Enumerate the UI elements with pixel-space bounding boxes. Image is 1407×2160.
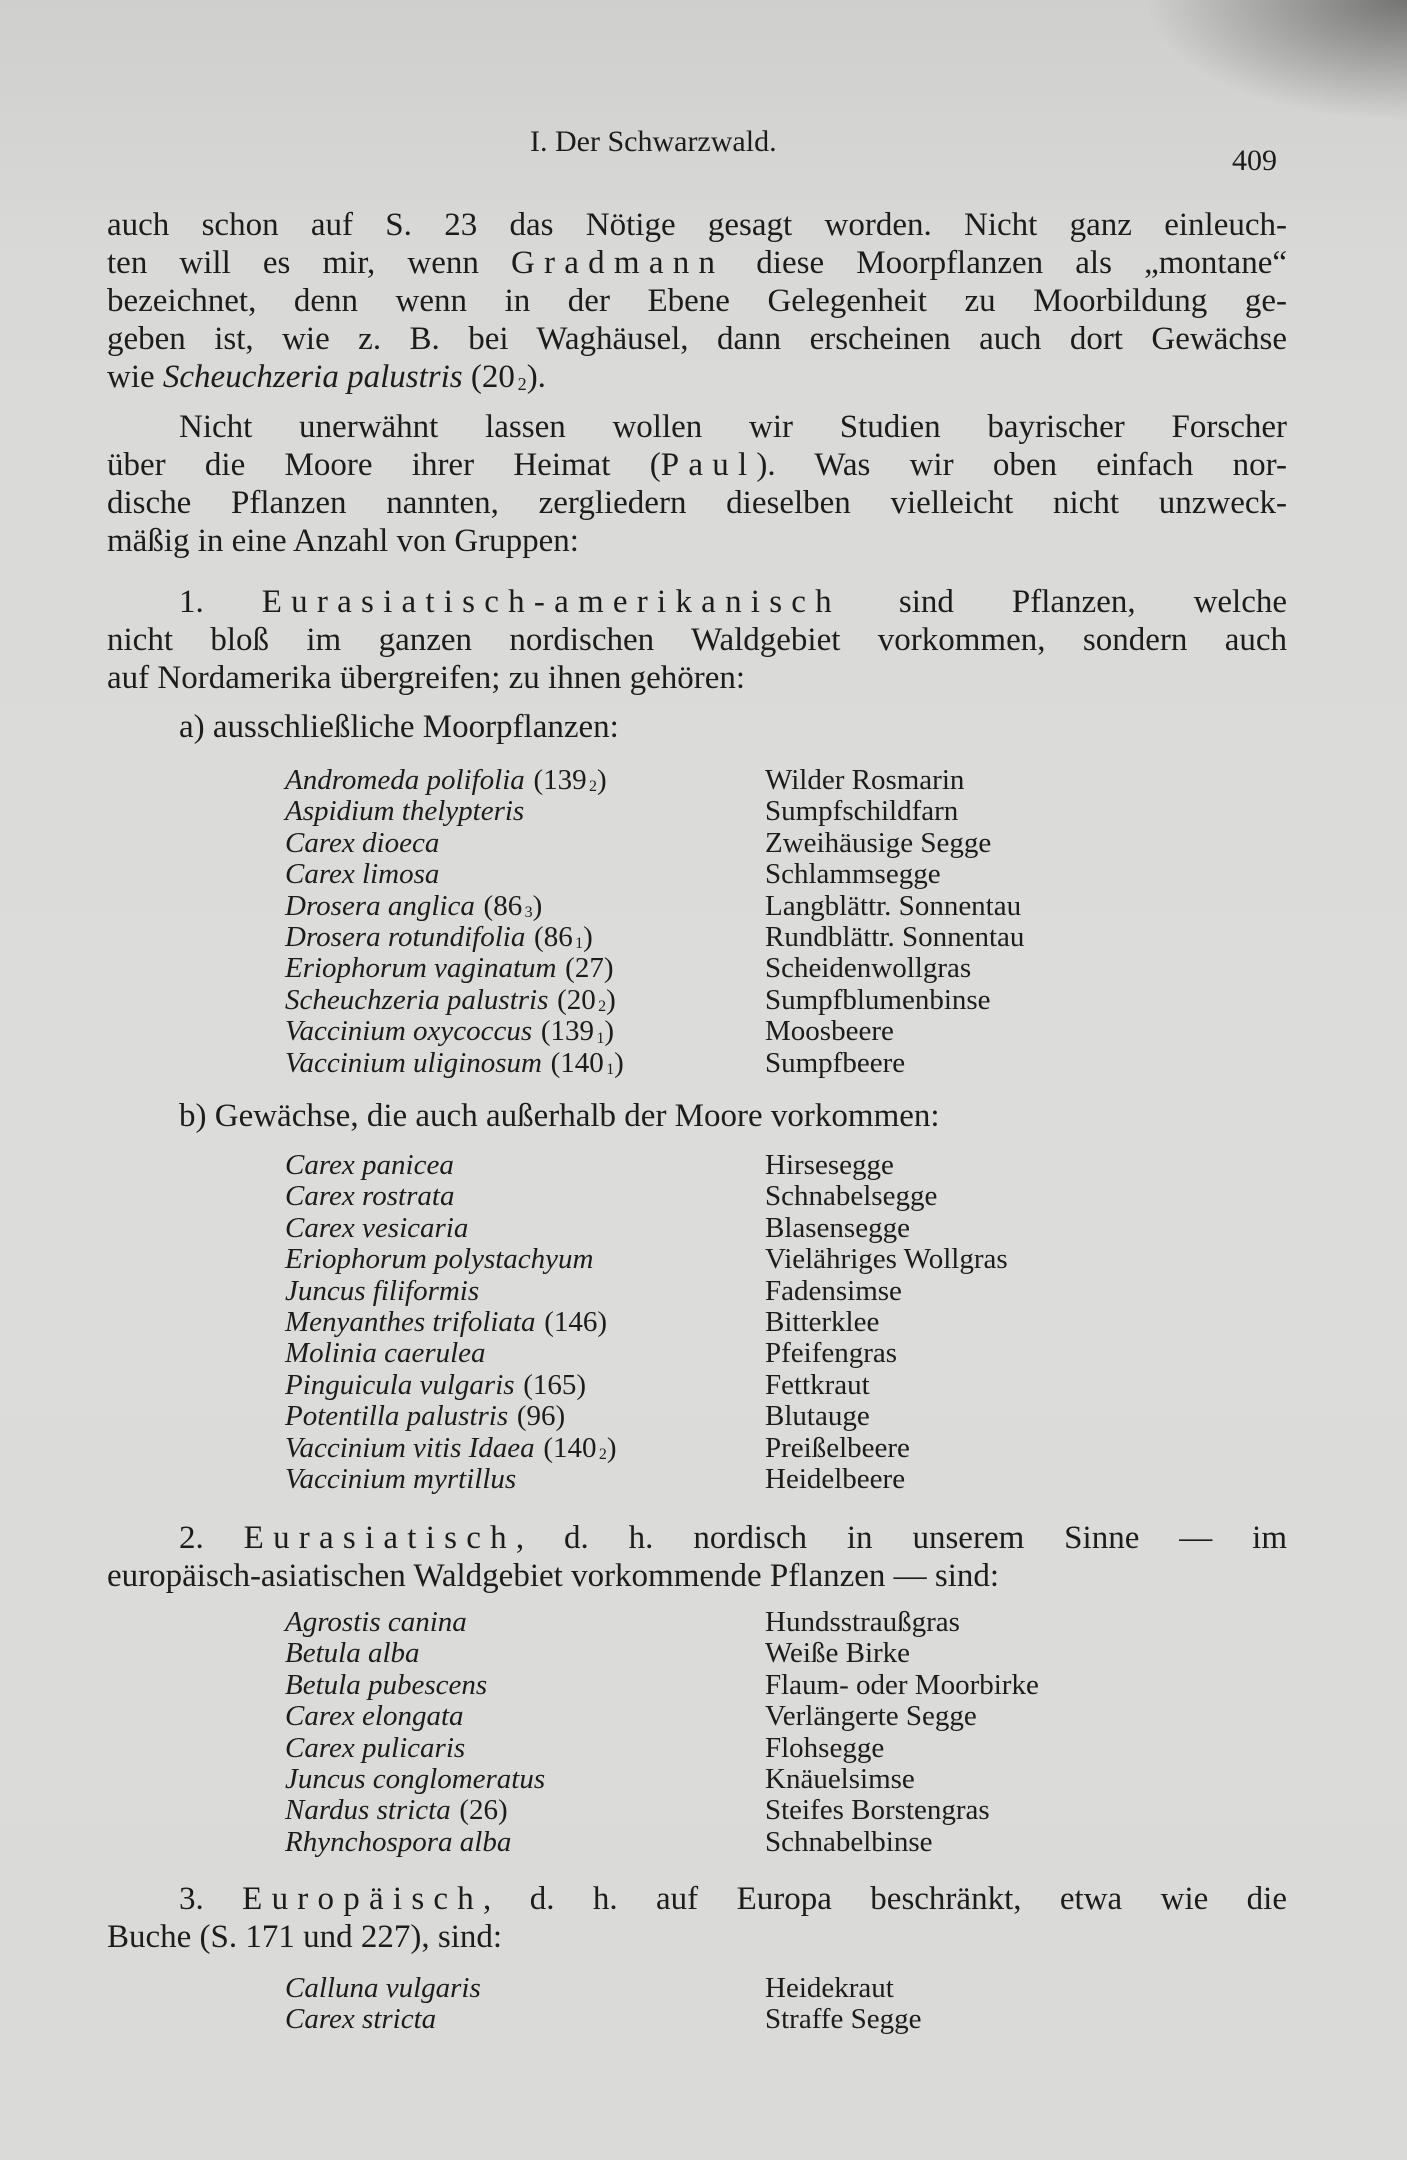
text-line	[107, 1557, 1287, 1595]
german-name: Blutauge	[765, 1400, 870, 1433]
spaced-emphasis: Europäisch	[242, 1881, 484, 1917]
species-row	[285, 1048, 1335, 1079]
species-list-b	[285, 1150, 1335, 1495]
latin-name: Carex dioeca	[285, 826, 440, 859]
group-1-heading	[107, 583, 1287, 697]
german-name: Steifes Borstengras	[765, 1794, 990, 1827]
latin-name: Andromeda polifolia	[285, 764, 525, 796]
species-row	[285, 953, 1335, 984]
german-name: Hundsstraußgras	[765, 1606, 960, 1638]
text-segment: , d. h. nordisch in unserem Sinne — im	[515, 1520, 1288, 1556]
species-row	[285, 1016, 1335, 1047]
text-segment: auch schon auf S. 23 das Nötige gesagt worden. Nicht ganz einleuch-	[107, 207, 1287, 243]
subscript-number: 2	[517, 373, 527, 394]
closing-parenthesis: )	[614, 1046, 624, 1079]
text-segment: mäßig in eine Anzahl von Gruppen:	[107, 523, 579, 559]
latin-name: Juncus filiformis	[285, 1274, 480, 1307]
german-name: Langblättr. Sonnentau	[765, 889, 1022, 922]
latin-name: Vaccinium oxycoccus	[285, 1015, 533, 1048]
latin-name-cell	[285, 1181, 454, 1212]
reference-number: (165)	[523, 1368, 587, 1401]
text-line	[107, 522, 1287, 560]
latin-name-cell	[285, 1733, 465, 1764]
latin-name-cell	[285, 1795, 508, 1826]
text-segment: Nicht unerwähnt lassen wollen wir Studien bayrischer Forscher	[179, 409, 1287, 445]
species-row	[285, 922, 1335, 953]
subscript-number: 1	[606, 1060, 615, 1078]
species-row	[285, 1213, 1335, 1244]
german-name: Wilder Rosmarin	[765, 764, 965, 796]
species-row	[285, 1276, 1335, 1307]
species-row	[285, 1150, 1335, 1181]
latin-name: Rhynchospora alba	[285, 1825, 512, 1858]
german-name: Sumpfbeere	[765, 1046, 906, 1079]
latin-name-cell	[285, 859, 439, 890]
latin-name: Betula alba	[285, 1637, 420, 1670]
latin-name: Carex elongata	[285, 1700, 464, 1733]
german-name: Knäuelsimse	[765, 1762, 915, 1795]
reference-number: (96)	[516, 1400, 566, 1433]
species-row	[285, 765, 1335, 796]
latin-name: Potentilla palustris	[285, 1400, 509, 1433]
group-2-heading	[107, 1519, 1287, 1595]
closing-parenthesis: )	[606, 1431, 617, 1464]
species-row	[285, 1433, 1335, 1464]
text-segment: ten will es mir, wenn	[107, 245, 511, 281]
species-row	[285, 1244, 1335, 1275]
german-name: Sumpfblumenbinse	[765, 983, 991, 1016]
closing-parenthesis: )	[583, 920, 593, 953]
latin-name: Juncus conglomeratus	[285, 1762, 546, 1795]
text-segment: , d. h. auf Europa beschränkt, etwa wie die	[483, 1881, 1287, 1917]
text-segment: 1.	[179, 584, 262, 620]
species-row	[285, 2004, 1335, 2035]
german-name: Verlängerte Segge	[765, 1700, 977, 1733]
german-name: Fettkraut	[765, 1368, 870, 1401]
text-segment: a) ausschließliche Moorpflanzen:	[179, 709, 619, 745]
text-segment: 3.	[179, 1881, 243, 1917]
text-line	[107, 206, 1287, 244]
text-segment: über die Moore ihrer Heimat (	[107, 447, 661, 483]
latin-name-cell	[285, 1638, 420, 1669]
text-line	[107, 408, 1287, 446]
latin-name: Vaccinium myrtillus	[285, 1462, 517, 1495]
page-number: 409	[1232, 144, 1277, 177]
text-segment: dische Pflanzen nannten, zergliedern dieselben vielleicht nicht unzweck-	[107, 485, 1287, 521]
latin-name: Carex panicea	[285, 1149, 454, 1181]
species-row	[285, 828, 1335, 859]
text-segment: bezeichnet, denn wenn in der Ebene Gelegenheit zu Moorbildung ge-	[107, 283, 1287, 319]
latin-name: Menyanthes trifoliata	[285, 1305, 536, 1338]
closing-parenthesis: )	[606, 983, 616, 1016]
reference-number: (26)	[459, 1794, 508, 1827]
german-name: Flaum- oder Moorbirke	[765, 1668, 1039, 1701]
subscript-number: 1	[575, 935, 584, 953]
text-line	[107, 244, 1287, 282]
text-line	[107, 1880, 1287, 1918]
closing-parenthesis: )	[532, 889, 543, 922]
text-segment: wie	[107, 359, 163, 395]
reference-number: (140	[550, 1046, 604, 1079]
text-line	[107, 621, 1287, 659]
species-row	[285, 1307, 1335, 1338]
species-name: Scheuchzeria palustris	[162, 359, 463, 395]
latin-name: Calluna vulgaris	[285, 1972, 481, 2004]
reference-number: (27)	[565, 952, 614, 985]
latin-name-cell	[285, 1213, 468, 1244]
text-line	[107, 1918, 1287, 1956]
reference-number: (86	[534, 920, 573, 953]
latin-name-cell	[285, 1827, 511, 1858]
latin-name-cell	[285, 1307, 607, 1338]
paragraph-intro	[107, 206, 1287, 396]
latin-name-cell	[285, 1464, 516, 1495]
text-segment: ). Was wir oben einfach nor-	[756, 447, 1287, 483]
reference-number: (139	[540, 1015, 595, 1048]
reference-number: (140	[543, 1431, 597, 1464]
latin-name: Eriophorum vaginatum	[285, 952, 557, 985]
latin-name: Pinguicula vulgaris	[285, 1368, 515, 1401]
latin-name: Eriophorum polystachyum	[285, 1243, 594, 1276]
text-segment: 2.	[179, 1520, 244, 1556]
latin-name-cell	[285, 1150, 454, 1181]
german-name: Flohsegge	[765, 1731, 885, 1764]
latin-name-cell	[285, 1607, 467, 1638]
species-row	[285, 1973, 1335, 2004]
german-name: Vielähriges Wollgras	[765, 1243, 1008, 1276]
species-row	[285, 1795, 1335, 1826]
german-name: Moosbeere	[765, 1015, 894, 1048]
german-name: Blasensegge	[765, 1211, 910, 1244]
latin-name-cell	[285, 828, 439, 859]
text-line	[107, 282, 1287, 320]
subgroup-a-heading	[107, 708, 1287, 746]
german-name: Heidekraut	[765, 1972, 894, 2004]
latin-name: Vaccinium vitis Idaea	[285, 1431, 535, 1464]
german-name: Schnabelbinse	[765, 1825, 933, 1858]
species-row	[285, 1464, 1335, 1495]
subgroup-b-heading	[107, 1097, 1287, 1135]
text-segment: Buche (S. 171 und 227), sind:	[107, 1919, 503, 1955]
text-segment: ).	[526, 359, 546, 395]
species-row	[285, 1638, 1335, 1669]
reference-number: (139	[533, 764, 587, 796]
species-row	[285, 1733, 1335, 1764]
text-line	[107, 484, 1287, 522]
text-line	[107, 320, 1287, 358]
species-list-2	[285, 1607, 1335, 1858]
german-name: Pfeifengras	[765, 1337, 898, 1370]
species-row	[285, 1370, 1335, 1401]
latin-name-cell	[285, 1370, 586, 1401]
latin-name: Carex vesicaria	[285, 1211, 469, 1244]
species-row	[285, 985, 1335, 1016]
latin-name: Carex limosa	[285, 858, 440, 891]
reference-number: (86	[483, 889, 523, 922]
german-name: Weiße Birke	[765, 1637, 911, 1670]
latin-name-cell	[285, 2004, 436, 2035]
subscript-number: 2	[598, 1445, 607, 1463]
latin-name: Agrostis canina	[285, 1606, 467, 1638]
subscript-number: 3	[524, 903, 533, 921]
text-segment: sind Pflanzen, welche	[840, 584, 1288, 620]
species-row	[285, 1607, 1335, 1638]
closing-parenthesis: )	[597, 764, 607, 796]
latin-name-cell	[285, 1244, 594, 1275]
species-row	[285, 891, 1335, 922]
german-name: Sumpfschildfarn	[765, 795, 959, 828]
spaced-emphasis: Eurasiatisch-amerikanisch	[261, 584, 841, 620]
latin-name-cell	[285, 1401, 565, 1432]
german-name: Heidelbeere	[765, 1462, 906, 1495]
text-segment: (20	[462, 359, 515, 395]
species-row	[285, 1701, 1335, 1732]
latin-name: Betula pubescens	[285, 1668, 488, 1701]
species-row	[285, 1338, 1335, 1369]
spaced-emphasis: Eurasiatisch	[243, 1520, 516, 1556]
text-segment: auf Nordamerika übergreifen; zu ihnen gehören:	[107, 660, 746, 696]
species-row	[285, 1401, 1335, 1432]
text-segment: diese Moorpflanzen als „montane“	[724, 245, 1287, 281]
text-line	[107, 1097, 1287, 1135]
latin-name-cell	[285, 1048, 624, 1086]
text-segment: b) Gewächse, die auch außerhalb der Moore vorkommen:	[179, 1098, 940, 1134]
species-row	[285, 1670, 1335, 1701]
text-line	[107, 358, 1287, 396]
subscript-number: 2	[598, 998, 607, 1016]
spaced-emphasis: Gradmann	[510, 245, 725, 281]
latin-name-cell	[285, 1973, 481, 2004]
latin-name: Vaccinium uliginosum	[285, 1046, 542, 1079]
text-line	[107, 708, 1287, 746]
group-3-heading	[107, 1880, 1287, 1956]
latin-name-cell	[285, 796, 524, 827]
running-title: I. Der Schwarzwald.	[530, 125, 777, 158]
species-list-a	[285, 765, 1335, 1079]
german-name: Schlammsegge	[765, 858, 941, 891]
paragraph-groups	[107, 408, 1287, 560]
text-line	[107, 1519, 1287, 1557]
latin-name-cell	[285, 1701, 464, 1732]
latin-name-cell	[285, 953, 613, 984]
latin-name: Drosera rotundifolia	[285, 920, 526, 953]
species-row	[285, 796, 1335, 827]
latin-name-cell	[285, 1338, 486, 1369]
latin-name: Scheuchzeria palustris	[285, 983, 549, 1016]
subscript-number: 1	[596, 1029, 605, 1047]
spaced-emphasis: Paul	[660, 447, 757, 483]
german-name: Rundblättr. Sonnentau	[765, 920, 1025, 953]
latin-name: Carex rostrata	[285, 1180, 455, 1213]
subscript-number: 2	[589, 778, 597, 796]
latin-name-cell	[285, 1276, 479, 1307]
reference-number: (20	[557, 983, 596, 1016]
text-line	[107, 659, 1287, 697]
species-list-3	[285, 1973, 1335, 2036]
german-name: Fadensimse	[765, 1274, 902, 1307]
german-name: Schnabelsegge	[765, 1180, 938, 1213]
latin-name: Carex pulicaris	[285, 1731, 466, 1764]
latin-name: Carex stricta	[285, 2003, 437, 2036]
text-segment: europäisch-asiatischen Waldgebiet vorkommende Pflanzen — sind:	[107, 1558, 1000, 1594]
latin-name-cell	[285, 1764, 545, 1795]
closing-parenthesis: )	[604, 1015, 615, 1048]
species-row	[285, 859, 1335, 890]
text-line	[107, 446, 1287, 484]
german-name: Hirsesegge	[765, 1149, 894, 1181]
text-segment: nicht bloß im ganzen nordischen Waldgebiet vorkommen, sondern auch	[107, 622, 1287, 658]
german-name: Straffe Segge	[765, 2003, 922, 2036]
german-name: Preißelbeere	[765, 1431, 910, 1464]
german-name: Zweihäusige Segge	[765, 826, 992, 859]
text-segment: geben ist, wie z. B. bei Waghäusel, dann erscheinen auch dort Gewächse	[107, 321, 1287, 357]
species-row	[285, 1764, 1335, 1795]
latin-name: Drosera anglica	[285, 889, 475, 922]
latin-name: Molinia caerulea	[285, 1337, 486, 1370]
reference-number: (146)	[544, 1305, 608, 1338]
german-name: Scheidenwollgras	[765, 952, 972, 985]
german-name: Bitterklee	[765, 1305, 880, 1338]
species-row	[285, 1827, 1335, 1858]
text-line	[107, 583, 1287, 621]
latin-name-cell	[285, 1670, 487, 1701]
latin-name: Nardus stricta	[285, 1794, 451, 1827]
species-row	[285, 1181, 1335, 1212]
latin-name: Aspidium thelypteris	[285, 795, 525, 828]
